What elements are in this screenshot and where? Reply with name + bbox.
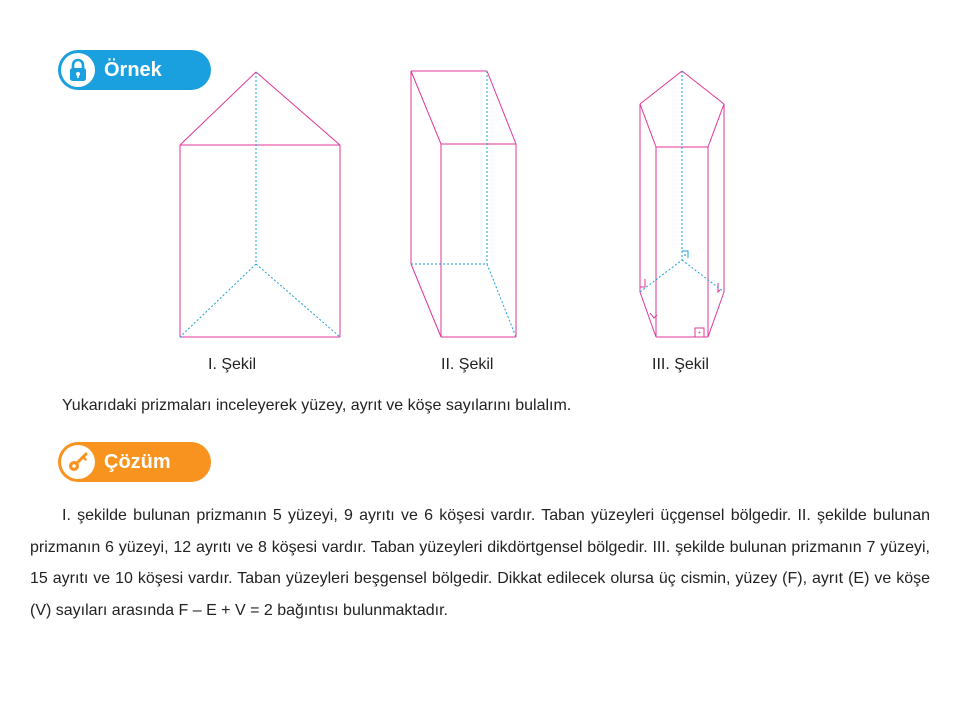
solution-badge-label: Çözüm [104, 450, 171, 473]
triangular-prism-figure [180, 72, 340, 337]
key-icon [61, 445, 95, 479]
example-badge-label: Örnek [104, 58, 162, 81]
figure-caption-3: III. Şekil [652, 356, 709, 373]
rectangular-prism-figure [411, 71, 516, 337]
solution-text: I. şekilde bulunan prizmanın 5 yüzeyi, 9 ayrıtı ve 6 köşesi vardır. Taban yüzeyleri üçgensel bölgedir. II. şekilde bulunan prizmanın 6 yüzeyi, 12 ayrıtı ve 8 köşesi vardır. Taban yüzeyleri dikdörtgensel bölgedir. III. şekilde bulunan prizmanın 7 yüzeyi, 15 ayrıtı ve 10 köşesi vardır. Taban yüzeyleri beşgensel bölgedir. Dikkat edilecek olursa üç cismin, yüzey (F), ayrıt (E) ve köşe (V) sayıları arasında F – E + V = 2 bağıntısı bulunmaktadır. [30, 507, 930, 619]
solution-badge [58, 442, 211, 482]
question-text: Yukarıdaki prizmaları inceleyerek yüzey, ayrıt ve köşe sayılarını bulalım. [62, 397, 572, 414]
figure-caption-1: I. Şekil [208, 356, 257, 373]
figure-caption-2: II. Şekil [441, 356, 494, 373]
pentagonal-prism-figure [640, 71, 724, 337]
